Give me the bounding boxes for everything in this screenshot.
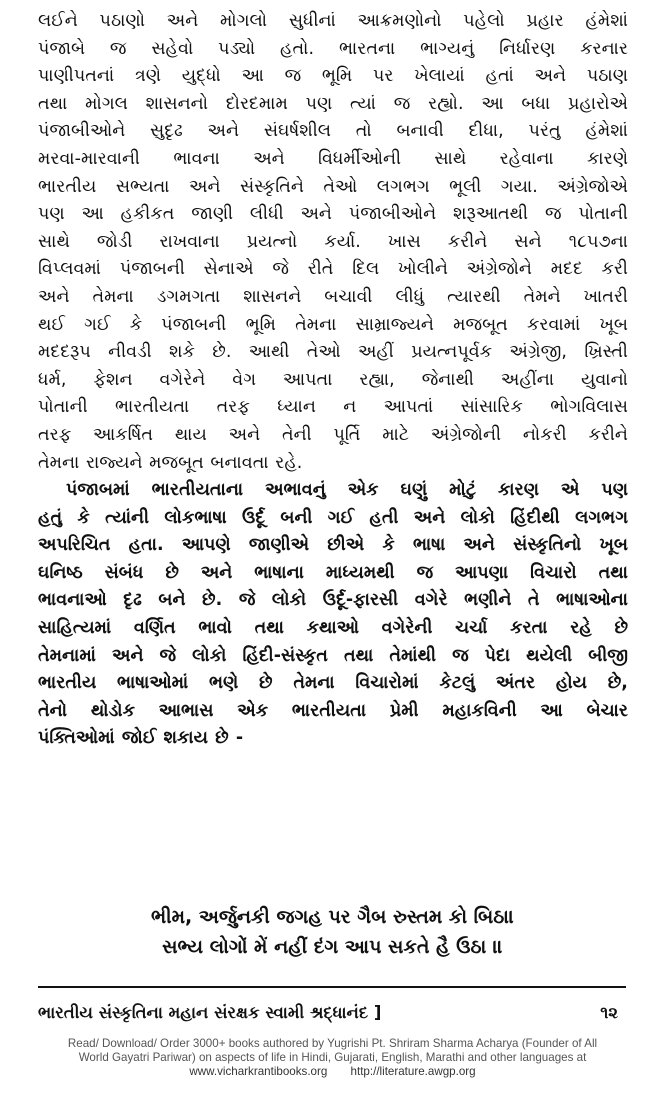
text-line: પંજાબે જ સહેવો પડ્યો હતો. ભારતના ભાગ્યનું નિર્ધારણ કરનાર [38,38,628,59]
credit-line-1: Read/ Download/ Order 3000+ books authored by Yugrishi Pt. Shriram Sharma Acharya (Founder of All [67,1037,598,1050]
credit-line-2: World Gayatri Pariwar) on aspects of life in Hindi, Gujarati, English, Marathi and other languages at [78,1051,587,1064]
text-line: અને તેમના ડગમગતા શાસનને બચાવી લીધું ત્યારથી તેમને ખાતરી [38,286,628,307]
text-line: વિપ્લવમાં પંજાબની સેનાએ જે રીતે દિલ ખોલીને અંગ્રેજોને મદદ કરી [38,259,628,280]
text-line: પંજાબીઓને સુદૃઢ અને સંઘર્ષશીલ તો બનાવી દીધા, પરંતુ હંમેશાં [38,121,628,142]
text-line: પણ આ હકીકત જાણી લીધી અને પંજાબીઓને શરૂઆતથી જ પોતાની [38,204,628,225]
text-line: સાથે જોડી રાખવાના પ્રયત્નો કર્યા. ખાસ કરીને સને ૧૮૫૭ના [38,231,628,252]
text-line: તેમનામાં અને જે લોકો હિંદી-સંસ્કૃત તથા તેમાંથી જ પેદા થયેલી બીજી [38,645,628,666]
text-line: ભારતીય ભાષાઓમાં ભણે છે તેમના વિચારોમાં કેટલું અંતર હોય છે, [38,673,628,694]
publisher-credit [0,1037,665,1079]
text-line: પંજાબમાં ભારતીયતાના અભાવનું એક ઘણું મોટું કારણ એ પણ [66,480,628,501]
text-line: મદદરૂપ નીવડી શકે છે. આથી તેઓ અહીં પ્રયત્નપૂર્વક અંગ્રેજી, ખ્રિસ્તી [38,342,628,363]
text-line: પોતાની ભારતીયતા તરફ ધ્યાન ન આપતાં સાંસારિક ભોગવિલાસ [38,397,628,418]
text-line: તેનો થોડોક આભાસ એક ભારતીયતા પ્રેમી મહાકવિની આ બેચાર [38,700,628,721]
paragraph-2 [38,477,628,753]
paragraph-1 [38,8,628,477]
text-line: તેમના રાજ્યને મજબૂત બનાવતા રહે. [38,452,303,473]
text-line: ઘનિષ્ઠ સંબંધ છે અને ભાષાના માધ્યમથી જ આપણા વિચારો તથા [38,562,628,583]
running-footer [38,1003,626,1023]
text-line: ભાવનાઓ દૃઢ બને છે. જે લોકો ઉર્દૂ-ફારસી વગેરે ભણીને તે ભાષાઓના [38,590,628,611]
link-literature-awgp[interactable]: http://literature.awgp.org [350,1065,476,1078]
text-line: તરફ આકર્ષિત થાય અને તેની પૂર્તિ માટે અંગ્રેજોની નોકરી કરીને [38,424,628,445]
body-text [38,8,628,753]
link-vicharkrantibooks[interactable]: www.vicharkrantibooks.org [189,1065,328,1078]
text-line: સાહિત્યમાં વર્ણિત ભાવો તથા કથાઓ વગેરેની ચર્ચા કરતા રહે છે [38,618,628,639]
text-line: હતું કે ત્યાંની લોકભાષા ઉર્દૂ બની ગઈ હતી અને લોકો હિંદીથી લગભગ [38,507,628,528]
text-line: ધર્મ, ફેશન વગેરેને વેગ આપતા રહ્યા, જેનાથી અહીંના યુવાનો [38,369,628,390]
running-title: ભારતીય સંસ્કૃતિના મહાન સંરક્ષક સ્વામી શ્રદ્ધાનંદ ] [38,1003,382,1022]
page-number: ૧૨ [600,1003,618,1022]
couplet-line-1: ભીમ, અર્જુનકી જગહ પર ગૈબ રુસ્તમ કો બિઠા। [150,906,515,928]
text-line: લઈને પઠાણો અને મોગલો સુધીનાં આક્રમણોનો પહેલો પ્રહાર હંમેશાં [38,11,628,31]
text-line: પાણીપતનાં ત્રણે યુદ્ધો આ જ ભૂમિ પર ખેલાયાં હતાં અને પઠાણ [38,66,628,87]
text-line: અપરિચિત હતા. આપણે જાણીએ છીએ કે ભાષા અને સંસ્કૃતિનો ખૂબ [38,535,628,556]
text-line: તથા મોગલ શાસનનો દોરદમામ પણ ત્યાં જ રહ્યો. આ બધા પ્રહારોએ [38,93,628,114]
text-line: પંક્તિઓમાં જોઈ શકાય છે - [38,728,244,749]
text-line: થઈ ગઈ કે પંજાબની ભૂમિ તેમના સામ્રાજ્યને મજબૂત કરવામાં ખૂબ [38,314,628,335]
couplet-line-2: સભ્ય લોગોં મેં નહીં દંગ આપ સકતે હૈ ઉઠા ॥ [162,936,503,958]
text-line: મરવા-મારવાની ભાવના અને વિધર્મીઓની સાથે રહેવાના કારણે [38,148,628,169]
credit-links [0,1065,665,1079]
text-line: ભારતીય સભ્યતા અને સંસ્કૃતિને તેઓ લગભગ ભૂલી ગયા. અંગ્રેજોએ [38,176,628,197]
footer-divider [38,986,626,988]
poem-couplet [0,902,665,962]
